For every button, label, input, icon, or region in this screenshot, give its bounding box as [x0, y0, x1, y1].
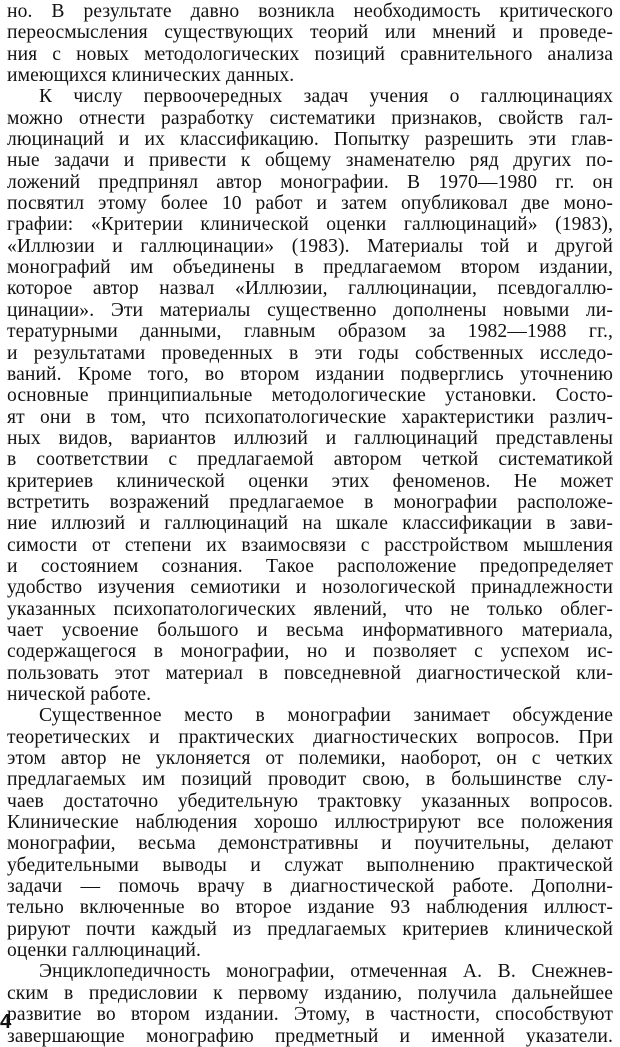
text-line: указанных психопатологических явлений, что не только облег-: [7, 598, 613, 620]
text-line: критериев клинической оценки этих феноменов. Не может: [7, 470, 613, 492]
text-line: чаев достаточно убедительную трактовку указанных вопросов.: [7, 790, 613, 812]
text-line: Энциклопедичность монографии, отмеченная А. В. Снежнев-: [39, 961, 613, 983]
text-line: ные задачи и привести к общему знаменателю ряд других по-: [7, 150, 613, 172]
text-line: нической работе.: [7, 684, 152, 705]
text-line: ние иллюзий и галлюцинаций на шкале классификации в зави-: [7, 513, 613, 535]
text-line: убедительными выводы и служат выполнению практической: [7, 854, 613, 876]
text-line: ским в предисловии к первому изданию, получила дальнейшее: [7, 982, 613, 1004]
text-line: теоретических и практических диагностических вопросов. При: [7, 726, 613, 748]
text-line: симости от степени их взаимосвязи с расстройством мышления: [7, 534, 613, 556]
text-line: графии: «Критерии клинической оценки галлюцинаций» (1983),: [7, 214, 613, 236]
text-line: и состоянием сознания. Такое расположение предопределяет: [7, 555, 613, 577]
text-line: которое автор назвал «Иллюзии, галлюцинации, псевдогаллю-: [7, 278, 613, 300]
text-line: посвятил этому более 10 работ и затем опубликовал две моно-: [7, 193, 613, 215]
text-line: монографии, весьма демонстративны и поучительны, делают: [7, 833, 613, 855]
text-line: Клинические наблюдения хорошо иллюстрируют все положения: [7, 812, 613, 834]
text-line: имеющихся клинических данных.: [7, 65, 295, 87]
text-line: монографий им объединены в предлагаемом втором издании,: [7, 257, 613, 279]
text-line: цинации». Эти материалы существенно дополнены новыми ли-: [7, 299, 613, 321]
text-line: переосмысления существующих теорий или мнений и проведе-: [7, 22, 613, 44]
text-line: содержащегося в монографии, но и позволяет с успехом ис-: [7, 641, 613, 663]
text-line: пользовать этот материал в повседневной диагностической кли-: [7, 662, 613, 684]
text-line: удобство изучения семиотики и нозологической принадлежности: [7, 577, 613, 599]
text-line: можно отнести разработку систематики признаков, свойств гал-: [7, 107, 613, 129]
text-line: рируют почти каждый из предлагаемых критериев клинической: [7, 918, 613, 940]
text-line: ложений предпринял автор монографии. В 1970—1980 гг. он: [7, 171, 613, 193]
text-line: К числу первоочередных задач учения о галлюцинациях: [39, 86, 613, 108]
text-line: этом автор не уклоняется от полемики, наоборот, он с четких: [7, 748, 613, 770]
body-text: [7, 1, 613, 1047]
text-line: развитие во втором издании. Этому, в частности, способствуют: [7, 1004, 613, 1026]
text-line: люцинаций и их классификацию. Попытку разрешить эти глав-: [7, 129, 613, 151]
text-line: и результатами проведенных в эти годы собственных исследо-: [7, 342, 613, 364]
text-line: Существенное место в монографии занимает обсуждение: [39, 705, 613, 727]
text-line: тельно включенные во второе издание 93 наблюдения иллюст-: [7, 897, 613, 919]
text-line: в соответствии с предлагаемой автором четкой систематикой: [7, 449, 613, 471]
text-line: ваний. Кроме того, во втором издании подверглись уточнению: [7, 363, 613, 385]
text-line: оценки галлюцинаций.: [7, 940, 201, 962]
text-line: встретить возражений предлагаемое в монографии расположе-: [7, 491, 613, 513]
text-line: «Иллюзии и галлюцинации» (1983). Материалы той и другой: [7, 235, 613, 257]
text-line: основные принципиальные методологические установки. Состо-: [7, 385, 613, 407]
text-line: предлагаемых им позиций проводит свою, в большинстве слу-: [7, 769, 613, 791]
text-line: ния с новых методологических позиций сравнительного анализа: [7, 43, 613, 65]
text-line: ных видов, вариантов иллюзий и галлюцинаций представлены: [7, 427, 613, 449]
text-line: но. В результате давно возникла необходимость критического: [7, 1, 613, 22]
text-line: тературными данными, главным образом за 1982—1988 гг.,: [7, 321, 613, 343]
text-line: ят они в том, что психопатологические характеристики различ-: [7, 406, 613, 428]
text-line: чает усвоение большого и весьма информативного материала,: [7, 619, 613, 641]
page-number: 4: [0, 1011, 12, 1033]
text-line: завершающие монографию предметный и именной указатели.: [7, 1025, 613, 1047]
text-line: задачи — помочь врачу в диагностической работе. Дополни-: [7, 876, 613, 898]
